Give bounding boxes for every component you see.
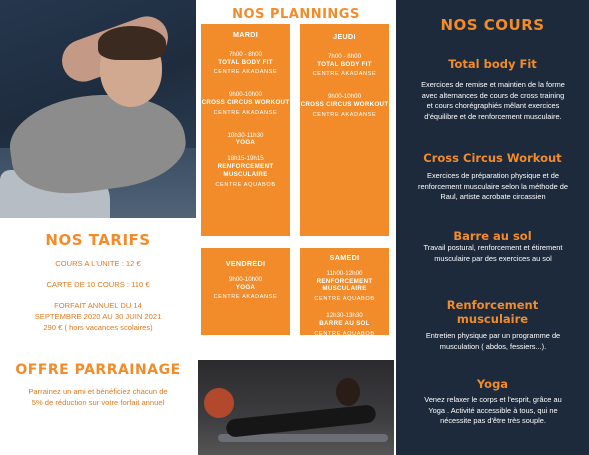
slot-time: 7h00 - 8h00: [228, 50, 263, 58]
schedule-slot: [300, 312, 389, 338]
schedule-slot: [201, 91, 290, 117]
course-desc-yoga: Venez relaxer le corps et l'esprit, grâce au Yoga . Activité accessible à tous, qui ne nécessite pas d'être très souple.: [424, 395, 562, 425]
course-desc-total-body-fit: Exercices de remise et maintien de la forme avec alternances de cours de cross training et cours chorégraphiés mêlant exercices d'équilibre et de renforcement musculaire.: [421, 80, 565, 121]
slot-course: RENFORCEMENT MUSCULAIRE: [316, 277, 373, 293]
day-label: MARDI: [232, 30, 259, 39]
course-name-cross-circus: Cross Circus Workout: [423, 151, 562, 165]
schedule-card-mardi: [201, 24, 290, 236]
course-name-barre-au-sol: Barre au sol: [453, 229, 532, 243]
slot-time: 18h15-19h15: [227, 155, 264, 163]
course-desc-cross-circus: Exercices de préparation physique et de renforcement musculaire selon la méthode de Raul, artiste acrobate circassien: [418, 171, 568, 201]
tarif-unit: COURS A L'UNITE : 12 €: [55, 259, 141, 268]
plannings-title: NOS PLANNINGS: [232, 7, 360, 22]
course-name-total-body-fit: Total body Fit: [448, 57, 537, 71]
course-name-yoga: Yoga: [476, 377, 509, 391]
cours-title: NOS COURS: [440, 16, 545, 34]
slot-time: 12h30-13h30: [326, 311, 363, 319]
slot-course: CROSS CIRCUS WORKOUT: [201, 98, 290, 106]
slot-course: RENFORCEMENT MUSCULAIRE: [217, 162, 274, 178]
day-label: VENDREDI: [225, 259, 266, 268]
slot-course: YOGA: [235, 283, 256, 291]
schedule-card-samedi: [300, 248, 389, 335]
day-label: JEUDI: [333, 32, 356, 41]
schedule-slot: [300, 270, 389, 304]
photo-head: [336, 378, 360, 406]
schedule-slot: [201, 276, 290, 302]
schedule-slot: [201, 132, 290, 148]
slot-place: CENTRE AKADANSE: [213, 294, 278, 301]
tarif-annual-line1: FORFAIT ANNUEL DU 14: [54, 301, 142, 310]
offre-text: Parrainez un ami et bénéficiez chacun de 5% de réduction sur votre forfait annuel: [28, 387, 168, 407]
photo-body: [225, 404, 376, 438]
fitness-photo-situps: [0, 0, 196, 218]
photo-hair: [98, 26, 166, 60]
slot-time: 9h00-10h00: [228, 275, 263, 283]
slot-place: CENTRE AQUABOB: [314, 296, 375, 303]
course-desc-barre-au-sol: Travail postural, renforcement et étirement musculaire par des exercices au sol: [423, 243, 563, 263]
slot-course: CROSS CIRCUS WORKOUT: [300, 100, 389, 108]
course-desc-renforcement: Entretien physique par un programme de musculation ( abdos, fessiers...).: [425, 331, 561, 351]
tarif-annual-line2: SEPTEMBRE 2020 AU 30 JUIN 2021: [34, 312, 162, 321]
slot-time: 9h00-10h00: [228, 91, 263, 99]
schedule-slot: [201, 51, 290, 77]
schedule-card-vendredi: [201, 248, 290, 335]
schedule-slot: [201, 155, 290, 189]
day-label: SAMEDI: [329, 253, 360, 262]
slot-time: 10h30-11h30: [227, 131, 264, 139]
slot-place: CENTRE AKADANSE: [213, 69, 278, 76]
schedule-slot: [300, 53, 389, 79]
offre-title: OFFRE PARRAINAGE: [15, 362, 181, 378]
schedule-slot: [300, 93, 389, 119]
tarifs-title: NOS TARIFS: [45, 231, 151, 249]
slot-course: BARRE AU SOL: [319, 319, 370, 327]
slot-place: CENTRE AQUABOB: [215, 181, 276, 188]
slot-course: YOGA: [235, 139, 256, 147]
course-name-renforcement: Renforcement musculaire: [446, 298, 539, 326]
slot-place: CENTRE AKADANSE: [312, 111, 377, 118]
slot-course: TOTAL BODY FIT: [317, 60, 372, 68]
slot-time: 7h00 - 8h00: [327, 52, 362, 60]
tarif-ten: CARTE DE 10 COURS : 110 €: [46, 280, 150, 289]
slot-place: CENTRE AQUABOB: [314, 330, 375, 337]
slot-place: CENTRE AKADANSE: [213, 109, 278, 116]
slot-course: TOTAL BODY FIT: [218, 58, 273, 66]
slot-place: CENTRE AKADANSE: [312, 71, 377, 78]
fitness-photo-pushups: [198, 360, 394, 455]
schedule-card-jeudi: [300, 24, 389, 236]
slot-time: 11h00-12h00: [326, 269, 363, 277]
photo-gym-ball: [204, 388, 234, 418]
slot-time: 9h00-10h00: [327, 93, 362, 101]
tarif-annual-line3: 290 € ( hors vacances scolaires): [43, 323, 153, 332]
